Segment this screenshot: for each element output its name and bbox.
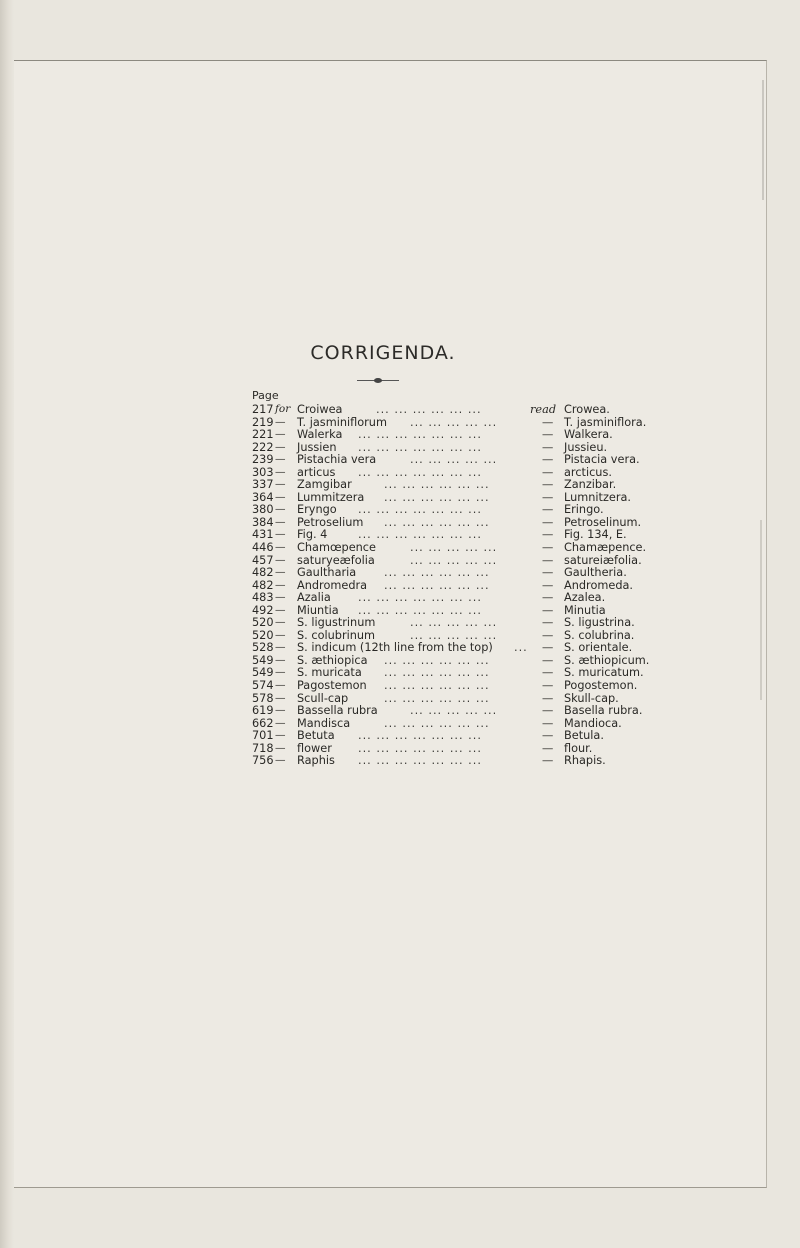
page-number: 219 xyxy=(252,415,274,429)
dot-leader: ... ... ... ... ... ... ... xyxy=(358,603,482,617)
errata-row xyxy=(252,666,672,679)
for-label: — xyxy=(275,603,286,616)
for-label: — xyxy=(275,478,286,491)
read-label: — xyxy=(542,478,554,492)
incorrect-text: Fig. 4 xyxy=(297,528,328,542)
dot-leader: ... ... ... ... ... ... ... xyxy=(358,591,482,605)
errata-row xyxy=(252,491,672,504)
incorrect-text: S. ligustrinum xyxy=(297,616,376,630)
divider-ornament xyxy=(357,378,399,384)
page-number: 221 xyxy=(252,428,274,442)
page-number: 482 xyxy=(252,566,274,580)
for-label: — xyxy=(275,741,286,754)
for-label: — xyxy=(275,729,286,742)
read-label: — xyxy=(542,704,554,718)
corrected-text: Azalea. xyxy=(564,591,606,605)
errata-row xyxy=(252,478,672,491)
page-number: 303 xyxy=(252,465,274,479)
corrected-text: Gaultheria. xyxy=(564,566,627,580)
errata-row xyxy=(252,692,672,705)
page-number: 337 xyxy=(252,478,274,492)
page-number: 662 xyxy=(252,716,274,730)
for-label: — xyxy=(275,415,286,428)
page-number: 380 xyxy=(252,503,274,517)
errata-row xyxy=(252,679,672,692)
corrected-text: Petroselinum. xyxy=(564,515,642,529)
errata-row xyxy=(252,742,672,755)
dot-leader: ... ... ... ... ... ... xyxy=(384,691,490,705)
dot-leader: ... ... ... ... ... xyxy=(410,628,498,642)
dot-leader: ... ... ... ... ... xyxy=(410,541,498,555)
page-number: 549 xyxy=(252,666,274,680)
errata-row xyxy=(252,604,672,617)
errata-row xyxy=(252,428,672,441)
page-edge-mark xyxy=(762,80,764,200)
read-label: — xyxy=(542,578,554,592)
read-label: — xyxy=(542,679,554,693)
incorrect-text: S. colubrinum xyxy=(297,628,376,642)
corrected-text: Pistacia vera. xyxy=(564,453,640,467)
page-number: 217 xyxy=(252,403,274,416)
incorrect-text: Raphis xyxy=(297,754,335,768)
dot-leader: ... ... ... ... ... ... ... xyxy=(358,503,482,517)
dot-leader: ... ... ... ... ... ... ... xyxy=(358,741,482,755)
corrected-text: Zanzibar. xyxy=(564,478,617,492)
incorrect-text: articus xyxy=(297,465,336,479)
dot-leader: ... ... ... ... ... ... ... xyxy=(358,428,482,442)
corrected-text: S. muricatum. xyxy=(564,666,644,680)
page-number: 520 xyxy=(252,628,274,642)
incorrect-text: Croiwea xyxy=(297,403,343,416)
page-number: 222 xyxy=(252,440,274,454)
errata-row xyxy=(252,541,672,554)
dot-leader: ... ... ... ... ... ... ... xyxy=(358,754,482,768)
dot-leader: ... ... ... ... ... xyxy=(410,553,498,567)
page-number: 520 xyxy=(252,616,274,630)
errata-row xyxy=(252,704,672,717)
dot-leader: ... ... ... ... ... ... xyxy=(384,679,490,693)
incorrect-text: Jussien xyxy=(297,440,337,454)
errata-row xyxy=(252,416,672,429)
read-label: — xyxy=(542,515,554,529)
page-number: 239 xyxy=(252,453,274,467)
read-label: — xyxy=(542,553,554,567)
for-label: — xyxy=(275,453,286,466)
read-label: — xyxy=(542,428,554,442)
incorrect-text: saturyeæfolia xyxy=(297,553,375,567)
for-label: — xyxy=(275,716,286,729)
incorrect-text: Pistachia vera xyxy=(297,453,377,467)
errata-row xyxy=(252,717,672,730)
read-label: — xyxy=(542,490,554,504)
read-label: — xyxy=(542,691,554,705)
for-label: — xyxy=(275,653,286,666)
corrected-text: Basella rubra. xyxy=(564,704,643,718)
incorrect-text: flower xyxy=(297,741,332,755)
read-label: — xyxy=(542,666,554,680)
errata-row xyxy=(252,554,672,567)
page-number: 457 xyxy=(252,553,274,567)
page-number: 619 xyxy=(252,704,274,718)
errata-row xyxy=(252,453,672,466)
for-label: — xyxy=(275,490,286,503)
errata-row xyxy=(252,654,672,667)
page-title: CORRIGENDA. xyxy=(310,342,456,364)
incorrect-text: Scull-cap xyxy=(297,691,349,705)
dot-leader: ... ... ... ... ... xyxy=(410,453,498,467)
errata-row xyxy=(252,729,672,742)
for-label: — xyxy=(275,679,286,692)
corrected-text: T. jasminiflora. xyxy=(564,415,647,429)
errata-row xyxy=(252,566,672,579)
page-number: 364 xyxy=(252,490,274,504)
corrected-text: Lumnitzera. xyxy=(564,490,632,504)
incorrect-text: Gaultharia xyxy=(297,566,357,580)
dot-leader: ... ... ... ... ... ... xyxy=(384,566,490,580)
incorrect-text: Azalia xyxy=(297,591,331,605)
errata-row xyxy=(252,403,672,416)
page-edge-mark xyxy=(760,520,762,700)
read-label: — xyxy=(542,465,554,479)
dot-leader: ... xyxy=(514,641,528,655)
dot-leader: ... ... ... ... ... ... ... xyxy=(358,729,482,743)
errata-list xyxy=(252,403,672,767)
for-label: — xyxy=(275,578,286,591)
page-number: 701 xyxy=(252,729,274,743)
for-label: — xyxy=(275,566,286,579)
page-number: 756 xyxy=(252,754,274,768)
corrected-text: flour. xyxy=(564,741,593,755)
errata-row xyxy=(252,516,672,529)
corrected-text: S. orientale. xyxy=(564,641,633,655)
dot-leader: ... ... ... ... ... ... xyxy=(384,515,490,529)
errata-row xyxy=(252,466,672,479)
read-label: — xyxy=(542,503,554,517)
for-label: — xyxy=(275,591,286,604)
incorrect-text: S. æthiopica xyxy=(297,653,368,667)
page-number: 492 xyxy=(252,603,274,617)
dot-leader: ... ... ... ... ... xyxy=(410,704,498,718)
for-label: — xyxy=(275,704,286,717)
page-number: 482 xyxy=(252,578,274,592)
for-label: — xyxy=(275,754,286,767)
dot-leader: ... ... ... ... ... ... ... xyxy=(358,528,482,542)
for-label: — xyxy=(275,666,286,679)
read-label: — xyxy=(542,616,554,630)
corrected-text: S. ligustrina. xyxy=(564,616,635,630)
for-label: — xyxy=(275,628,286,641)
page-number: 384 xyxy=(252,515,274,529)
incorrect-text: Zamgibar xyxy=(297,478,352,492)
corrected-text: Mandioca. xyxy=(564,716,622,730)
read-label: — xyxy=(542,603,554,617)
incorrect-text: S. indicum (12th line from the top) xyxy=(297,641,493,655)
incorrect-text: Mandisca xyxy=(297,716,351,730)
incorrect-text: Betuta xyxy=(297,729,335,743)
for-label: — xyxy=(275,515,286,528)
read-label: — xyxy=(542,591,554,605)
read-label: — xyxy=(542,628,554,642)
dot-leader: ... ... ... ... ... ... ... xyxy=(358,440,482,454)
corrected-text: S. colubrina. xyxy=(564,628,635,642)
incorrect-text: Miuntia xyxy=(297,603,339,617)
page-number: 528 xyxy=(252,641,274,655)
page-number: 578 xyxy=(252,691,274,705)
for-label: — xyxy=(275,440,286,453)
corrected-text: arcticus. xyxy=(564,465,612,479)
read-label: — xyxy=(542,653,554,667)
incorrect-text: Lummitzera xyxy=(297,490,365,504)
corrected-text: S. æthiopicum. xyxy=(564,653,650,667)
for-label: — xyxy=(275,553,286,566)
for-label: — xyxy=(275,528,286,541)
dot-leader: ... ... ... ... ... ... xyxy=(384,478,490,492)
read-label: — xyxy=(542,415,554,429)
corrected-text: satureiæfolia. xyxy=(564,553,642,567)
for-label: — xyxy=(275,465,286,478)
corrected-text: Chamæpence. xyxy=(564,541,647,555)
incorrect-text: Petroselium xyxy=(297,515,364,529)
page-number: 446 xyxy=(252,541,274,555)
corrected-text: Andromeda. xyxy=(564,578,634,592)
corrected-text: Minutia xyxy=(564,603,606,617)
corrected-text: Skull-cap. xyxy=(564,691,619,705)
read-label: — xyxy=(542,741,554,755)
for-label: — xyxy=(275,428,286,441)
incorrect-text: Eryngo xyxy=(297,503,337,517)
page-number: 431 xyxy=(252,528,274,542)
read-label: read xyxy=(530,403,557,416)
errata-row xyxy=(252,503,672,516)
errata-row xyxy=(252,591,672,604)
incorrect-text: Pagostemon xyxy=(297,679,367,693)
errata-row xyxy=(252,528,672,541)
dot-leader: ... ... ... ... ... ... xyxy=(376,403,482,416)
dot-leader: ... ... ... ... ... ... xyxy=(384,490,490,504)
corrected-text: Fig. 134, E. xyxy=(564,528,627,542)
errata-row xyxy=(252,579,672,592)
for-label: — xyxy=(275,616,286,629)
incorrect-text: Bassella rubra xyxy=(297,704,378,718)
corrected-text: Crowea. xyxy=(564,403,610,416)
corrected-text: Pogostemon. xyxy=(564,679,638,693)
read-label: — xyxy=(542,566,554,580)
corrected-text: Betula. xyxy=(564,729,604,743)
read-label: — xyxy=(542,541,554,555)
read-label: — xyxy=(542,453,554,467)
corrected-text: Eringo. xyxy=(564,503,604,517)
errata-row xyxy=(252,441,672,454)
errata-row xyxy=(252,754,672,767)
read-label: — xyxy=(542,528,554,542)
incorrect-text: S. muricata xyxy=(297,666,362,680)
page-number: 549 xyxy=(252,653,274,667)
page-number: 483 xyxy=(252,591,274,605)
dot-leader: ... ... ... ... ... xyxy=(410,415,498,429)
dot-leader: ... ... ... ... ... ... xyxy=(384,653,490,667)
for-label: — xyxy=(275,691,286,704)
corrected-text: Jussieu. xyxy=(564,440,608,454)
page-column-label: Page xyxy=(252,389,279,402)
dot-leader: ... ... ... ... ... ... xyxy=(384,578,490,592)
incorrect-text: Chamœpence xyxy=(297,541,376,555)
dot-leader: ... ... ... ... ... xyxy=(410,616,498,630)
page-number: 718 xyxy=(252,741,274,755)
incorrect-text: T. jasminiflorum xyxy=(297,415,387,429)
errata-row xyxy=(252,629,672,642)
dot-leader: ... ... ... ... ... ... xyxy=(384,666,490,680)
read-label: — xyxy=(542,754,554,768)
corrected-text: Walkera. xyxy=(564,428,613,442)
incorrect-text: Andromedra xyxy=(297,578,368,592)
read-label: — xyxy=(542,440,554,454)
dot-leader: ... ... ... ... ... ... xyxy=(384,716,490,730)
dot-leader: ... ... ... ... ... ... ... xyxy=(358,465,482,479)
for-label: for xyxy=(275,403,291,415)
errata-row xyxy=(252,616,672,629)
for-label: — xyxy=(275,641,286,654)
read-label: — xyxy=(542,716,554,730)
read-label: — xyxy=(542,641,554,655)
errata-row xyxy=(252,641,672,654)
book-binding-edge xyxy=(0,0,14,1248)
for-label: — xyxy=(275,503,286,516)
incorrect-text: Walerka xyxy=(297,428,343,442)
page-number: 574 xyxy=(252,679,274,693)
for-label: — xyxy=(275,541,286,554)
read-label: — xyxy=(542,729,554,743)
corrected-text: Rhapis. xyxy=(564,754,606,768)
